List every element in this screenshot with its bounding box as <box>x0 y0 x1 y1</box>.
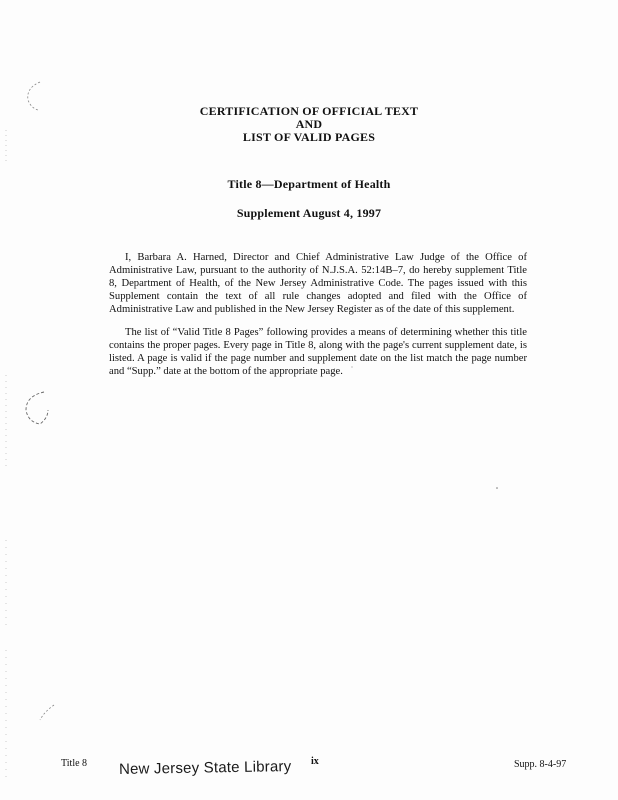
library-stamp: New Jersey State Library <box>118 757 292 778</box>
paragraph-certification: I, Barbara A. Harned, Director and Chief Administrative Law Judge of the Office of Administrative Law, pursuant to the authority of N.J.S.A. 52:14B–7, do hereby supplement Title 8, Department of Health, of the New Jersey Administrative Code. The pages issued with this Supplement contain the text of all rule changes adopted and filed with the Office of Administrative Law and published in the New Jersey Register as of the date of this supplement. <box>109 251 527 315</box>
footer-page-number: ix <box>311 756 319 767</box>
heading-line-2: AND <box>295 117 323 131</box>
punch-hole-bottom <box>40 705 54 720</box>
footer-supplement-date: Supp. 8-4-97 <box>514 759 567 770</box>
paragraph-valid-pages: The list of “Valid Title 8 Pages” following provides a means of determining whether this title contains the proper pages. Every page in Title 8, along with the page's current supplement date, is listed. A page is valid if the page number and supplement date on the list match the page number and “Supp.” date at the bottom of the appropriate page. <box>109 326 527 377</box>
punch-hole-middle <box>26 392 48 424</box>
heading-line-3: LIST OF VALID PAGES <box>242 130 376 144</box>
heading-line-1: CERTIFICATION OF OFFICIAL TEXT <box>199 104 419 118</box>
supplement-line: Supplement August 4, 1997 <box>236 206 382 220</box>
footer-title: Title 8 <box>61 758 88 769</box>
title-line: Title 8—Department of Health <box>227 177 391 191</box>
